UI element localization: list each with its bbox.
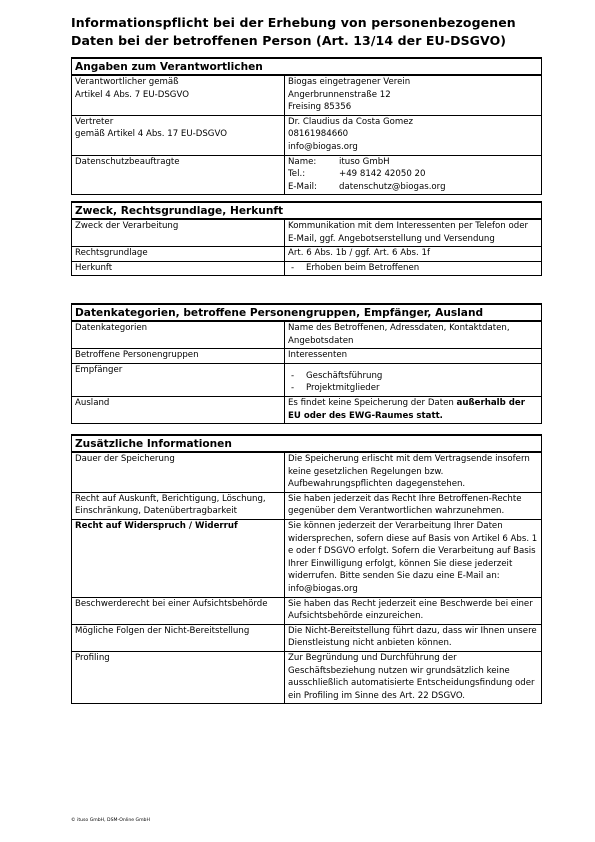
table-row [72,261,542,276]
categories-table [71,303,542,424]
section-heading-additional: Zusätzliche Informationen [72,435,542,452]
row-value: Die Nicht-Bereitstellung führt dazu, dass wir Ihnen unsere Dienstleistung nicht anbieten können. [285,624,542,651]
row-label: Recht auf Auskunft, Berichtigung, Löschung, Einschränkung, Datenübertragbarkeit [72,492,285,519]
row-label: Vertreter gemäß Artikel 4 Abs. 17 EU-DSGVO [72,115,285,155]
table-row [72,219,542,247]
row-label: Empfänger [72,363,285,396]
row-label: Mögliche Folgen der Nicht-Bereitstellung [72,624,285,651]
row-value: Name des Betroffenen, Adressdaten, Kontaktdaten, Angebotsdaten [285,321,542,349]
section-heading-purpose: Zweck, Rechtsgrundlage, Herkunft [72,202,542,219]
table-row [72,115,542,155]
row-label: Dauer der Speicherung [72,452,285,492]
list-item: - Erhoben beim Betroffenen [288,262,539,275]
document-title: Informationspflicht bei der Erhebung von personenbezogenen Daten bei der betroffenen Person (Art. 13/14 der EU-DSGVO) [71,15,516,48]
table-row [72,363,542,396]
row-label: Herkunft [72,261,285,276]
row-value: Es findet keine Speicherung der Daten außerhalb der EU oder des EWG-Raumes statt. [285,396,542,423]
row-label: Datenschutzbeauftragte [72,155,285,195]
table-row [72,396,542,423]
row-value [285,261,542,276]
section-heading-controller: Angaben zum Verantwortlichen [72,58,542,75]
table-row [72,651,542,703]
row-label: Datenkategorien [72,321,285,349]
row-value: Die Speicherung erlischt mit dem Vertragsende insofern keine gesetzlichen Regelungen bzw. Aufbewahrungspflichten dagegenstehen. [285,452,542,492]
table-row [72,452,542,492]
row-value: Kommunikation mit dem Interessenten per Telefon oder E-Mail, ggf. Angebotserstellung und Versendung [285,219,542,247]
purpose-table [71,201,542,276]
row-value: Art. 6 Abs. 1b / ggf. Art. 6 Abs. 1f [285,247,542,262]
row-value: Interessenten [285,349,542,364]
footer-copyright: © ituso GmbH, DSM-Online GmbH [71,818,150,823]
additional-info-table [71,434,542,704]
table-row [72,519,542,597]
table-row [72,349,542,364]
table-row [72,247,542,262]
row-value [285,363,542,396]
email-link[interactable]: info@biogas.org [288,141,358,152]
row-value: Sie können jederzeit der Verarbeitung Ihrer Daten widersprechen, sofern diese auf Basis von Artikel 6 Abs. 1 e oder f DSGVO erfolgt. Sofern die Verarbeitung auf Basis Ihrer Einwilligung erfolgt, können Sie diese jederzeit widerrufen. Bitte senden Sie dazu eine E-Mail an: info@biogas.org [285,519,542,597]
email-link[interactable]: datenschutz@biogas.org [339,181,446,192]
table-row [72,597,542,624]
row-label: Ausland [72,396,285,423]
row-label: Rechtsgrundlage [72,247,285,262]
table-row [72,624,542,651]
row-value: Sie haben jederzeit das Recht Ihre Betroffenen-Rechte gegenüber dem Verantwortlichen wahrzunehmen. [285,492,542,519]
row-label: Recht auf Widerspruch / Widerruf [72,519,285,597]
row-value: Zur Begründung und Durchführung der Geschäftsbeziehung nutzen wir grundsätzlich keine ausschließlich automatisierte Entscheidungsfindung oder ein Profiling im Sinne des Art. 22 DSGVO. [285,651,542,703]
table-row [72,321,542,349]
table-row [72,75,542,115]
list-item: - Geschäftsführung [288,370,539,383]
row-value: Dr. Claudius da Costa Gomez 08161984660 info@biogas.org [285,115,542,155]
row-label: Beschwerderecht bei einer Aufsichtsbehörde [72,597,285,624]
row-value: Sie haben das Recht jederzeit eine Beschwerde bei einer Aufsichtsbehörde einzureichen. [285,597,542,624]
row-label: Profiling [72,651,285,703]
row-value: Biogas eingetragener Verein Angerbrunnenstraße 12 Freising 85356 [285,75,542,115]
list-item: - Projektmitglieder [288,382,539,395]
row-value: Name: ituso GmbH Tel.: +49 8142 42050 20 E-Mail: datenschutz@biogas.org [285,155,542,195]
row-label: Verantwortlicher gemäß Artikel 4 Abs. 7 EU-DSGVO [72,75,285,115]
row-label: Zweck der Verarbeitung [72,219,285,247]
table-row [72,492,542,519]
section-heading-categories: Datenkategorien, betroffene Personengruppen, Empfänger, Ausland [72,304,542,321]
row-label: Betroffene Personengruppen [72,349,285,364]
table-row [72,155,542,195]
controller-table [71,57,542,195]
